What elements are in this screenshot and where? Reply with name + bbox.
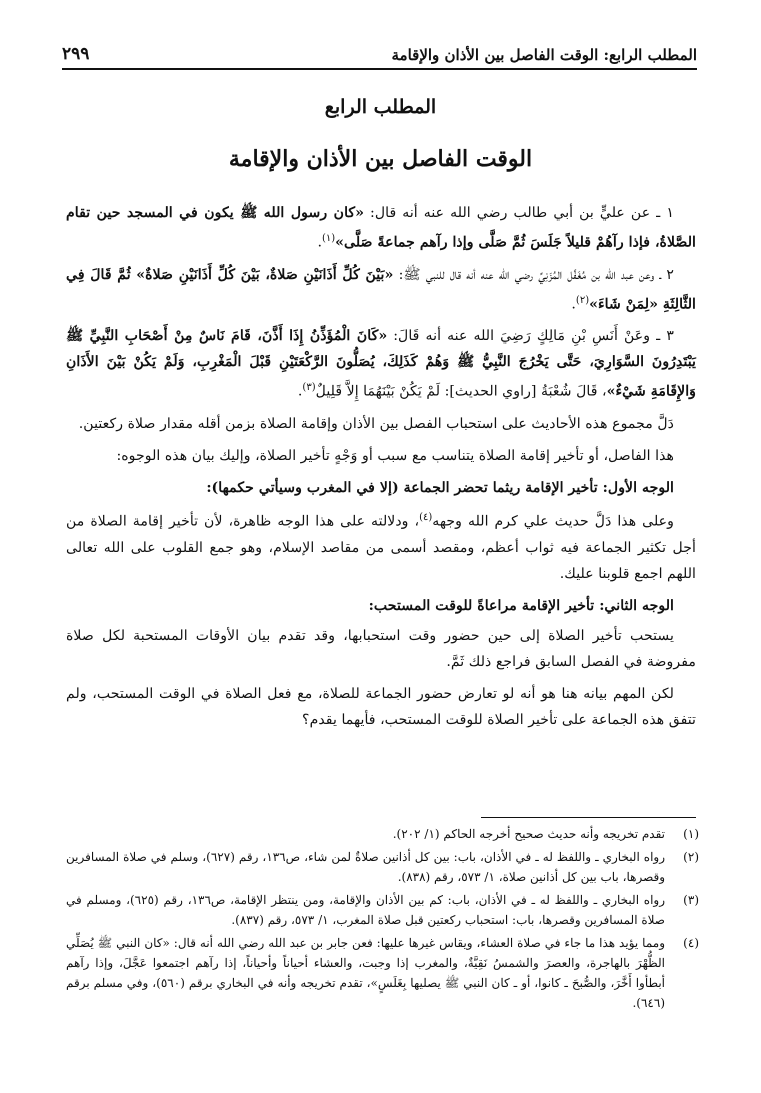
footnote-text: تقدم تخريجه وأنه حديث صحيح أخرجه الحاكم (١/ ٢٠٢). (392, 827, 665, 841)
footnote (66, 847, 699, 887)
paragraph-3 (66, 505, 696, 587)
footnote-text: رواه البخاري ـ واللفظ له ـ في الأذان، باب: بين كل أذانين صلاةٌ لمن شاء، ص١٣٦، رقم (٦٢٧)، وسلم في صلاة المسافرين وقصرها، باب بين كل أذانين صلاة، ١/ ٥٧٣، رقم (٨٣٨). (66, 850, 666, 884)
main-text (66, 200, 696, 739)
footnote (66, 890, 699, 930)
section-title: المطلب الرابع (324, 96, 437, 118)
footnote-ref-3[interactable]: (٣) (302, 382, 316, 394)
footnote-text: رواه البخاري ـ واللفظ له ـ في الأذان، باب: كم بين الأذان والإقامة، ومن ينتظر الإقامة، ص١٣٦، رقم (٦٢٥)، ومسلم في صلاة المسافرين وقصرها، باب: استحباب ركعتين قبل صلاة المغرب، ١/ ٥٧٣، رقم (٨٣٧). (66, 893, 665, 927)
hadith-3-quote: «كَانَ الْمُؤَذِّنُ إِذَا أَذَّنَ، قَامَ نَاسٌ مِنْ أَصْحَابِ النَّبِيِّ ﷺ يَبْتَدِرُونَ السَّوَارِيَ، حَتَّى يَخْرُجَ النَّبِيُّ ﷺ وَهُمْ كَذَلِكَ، يُصَلُّونَ الرَّكْعَتَيْنِ قَبْلَ الْمَغْرِبِ، وَلَمْ يَكُنْ بَيْنَ الأَذَانِ وَالإِقَامَةِ شَيْءٌ» (66, 328, 696, 401)
running-title: المطلب الرابع: الوقت الفاصل بين الأذان والإقامة (391, 46, 697, 64)
chapter-title: الوقت الفاصل بين الأذان والإقامة (228, 146, 533, 172)
hadith-1-intro: ١ ـ عن عليٍّ بن أبي طالب رضي الله عنه أنه قال: (364, 205, 674, 221)
paragraph-1: دَلَّ مجموع هذه الأحاديث على استحباب الفصل بين الأذان وإقامة الصلاة بزمن أقله مقدار صلاة ركعتين. (78, 416, 674, 433)
paragraph-3-start: وعلى هذا دَلَّ حديث علي كرم الله وجهه (432, 513, 674, 530)
footnote (66, 933, 699, 1013)
paragraph-3-rest: ، ودلالته على هذا الوجه ظاهرة، لأن تأخير إقامة الصلاة من أجل تكثير الجماعة فيه ثواب أعظم، ومقصد أسمى من مقاصد الإسلام، وهو جمع القلوب على الله تعالى اللهم اجمع قلوبنا عليك. (66, 513, 696, 582)
paragraph-5: لكن المهم بيانه هنا هو أنه لو تعارض حضور الجماعة للصلاة، مع فعل الصلاة في الوقت المستحب، ولم تتفق هذه الجماعة على تأخير الصلاة للوقت المستحب، فأيهما يقدم؟ (66, 685, 696, 728)
hadith-3: ٣ ـ وعَنْ أَنَسِ بْنِ مَالِكٍ رَضِيَ الله عنه أنه قَالَ: «كَانَ الْمُؤَذِّنُ إِذَا أَذَّنَ، قَامَ نَاسٌ مِنْ أَصْحَابِ النَّبِيِّ ﷺ يَبْتَدِرُونَ السَّوَارِيَ، حَتَّى يَخْرُجَ النَّبِيُّ ﷺ وَهُمْ كَذَلِكَ، يُصَلُّونَ الرَّكْعَتَيْنِ قَبْلَ الْمَغْرِبِ، وَلَمْ يَكُنْ بَيْنَ الأَذَانِ وَالإِقَامَةِ شَيْءٌ»، قَالَ شُعْبَةُ [راوي الحديث]: لَمْ يَكُنْ بَيْنَهُمَا إِلاَّ قَلِيلٌ$^{(٣)}$. (66, 328, 696, 401)
hadith-3-intro: ٣ ـ وعَنْ أَنَسِ بْنِ مَالِكٍ رَضِيَ الله عنه أنه قَالَ: (387, 328, 674, 345)
page-number: ٢٩٩ (62, 44, 90, 64)
footnote-number: (١) (683, 827, 699, 841)
footnote-number: (٢) (683, 850, 699, 864)
paragraph-4: يستحب تأخير الصلاة إلى حين حضور وقت استحبابها، وقد تقدم بيان الأوقات المستحبة لكل صلاة مفروضة في الفصل السابق فراجع ذلك ثَمَّ. (66, 627, 696, 670)
hadith-3-tail: ، قَالَ شُعْبَةُ [راوي الحديث]: لَمْ يَكُنْ بَيْنَهُمَا إِلاَّ قَلِيلٌ (315, 384, 607, 401)
running-header (62, 30, 697, 70)
heading-second-aspect: الوجه الثاني: تأخير الإقامة مراعاةً للوقت المستحب: (368, 597, 674, 614)
hadith-2-intro: ٢ ـ وعن عبد الله بن مُغَفَّل المُزَنِيِّ رضي الله عنه أنه قال للنبي ﷺ: (393, 266, 674, 283)
footnote-ref-2[interactable]: (٢) (575, 294, 590, 306)
heading-first-aspect: الوجه الأول: تأخير الإقامة ريثما تحضر الجماعة (إلا في المغرب وسيأتي حكمها): (206, 480, 674, 497)
footnote-text: ومما يؤيد هذا ما جاء في صلاة العشاء، ويقاس غيرها عليها: فعن جابر بن عبد الله رضي الله أنه قال: «كان النبي ﷺ يُصَلِّي الظُّهْرَ بالهاجرة، والعصرَ والشمسُ نَقِيَّةٌ، والمغرب إذا وجبت، والعشاء أحياناً وأحياناً، إذا رآهم اجتمعوا عَجَّلَ، وإذا رآهم أبطأوا أَخَّرَ، والصُّبحَ ـ كانوا، أو ـ كان النبي ﷺ يصليها بِغَلَسٍ»، تقدم تخريجه وأنه في البخاري برقم (٥٦٠)، وفي مسلم برقم (٦٤٦). (66, 936, 666, 1010)
hadith-2-quote: «بَيْنَ كُلِّ أَذَانَيْنِ صَلاةٌ، بَيْنَ كُلِّ أَذَانَيْنِ صَلاةٌ» ثُمَّ قَالَ فِي الثَّالِثَةِ «لِمَنْ شَاءَ» (66, 266, 696, 313)
footnote-number: (٤) (683, 936, 699, 950)
hadith-1-quote: «كان رسول الله ﷺ يكون في المسجد حين تقام الصَّلاةُ، فإذا رآهُمْ قليلاً جَلَسَ ثُمَّ صَلَّى وإذا رآهم جماعةً صَلَّى» (66, 205, 696, 251)
footnote-number: (٣) (683, 893, 699, 907)
footnote-ref-4[interactable]: (٤) (419, 512, 433, 524)
paragraph-2: هذا الفاصل، أو تأخير إقامة الصلاة يتناسب مع سبب أو وَجْهٍ تأخير الصلاة، وإليك بيان هذه الوجوه: (116, 448, 674, 465)
hadith-2: ٢ ـ وعن عبد الله بن مُغَفَّل المُزَنِيِّ رضي الله عنه أنه قال للنبي ﷺ: «بَيْنَ كُلِّ أَذَانَيْنِ صَلاةٌ، بَيْنَ كُلِّ أَذَانَيْنِ صَلاةٌ» ثُمَّ قَالَ فِي الثَّالِثَةِ «لِمَنْ شَاءَ»$^{(٢)}$. (66, 266, 696, 313)
footnote-ref-1[interactable]: (١) (321, 233, 336, 244)
footnotes (66, 824, 699, 1016)
footnote (66, 824, 699, 844)
footnote-divider (481, 817, 696, 818)
hadith-1: ١ ـ عن عليٍّ بن أبي طالب رضي الله عنه أنه قال: «كان رسول الله ﷺ يكون في المسجد حين تقام الصَّلاةُ، فإذا رآهُمْ قليلاً جَلَسَ ثُمَّ صَلَّى وإذا رآهم جماعةً صَلَّى»$^{(١)}$. (66, 205, 696, 251)
